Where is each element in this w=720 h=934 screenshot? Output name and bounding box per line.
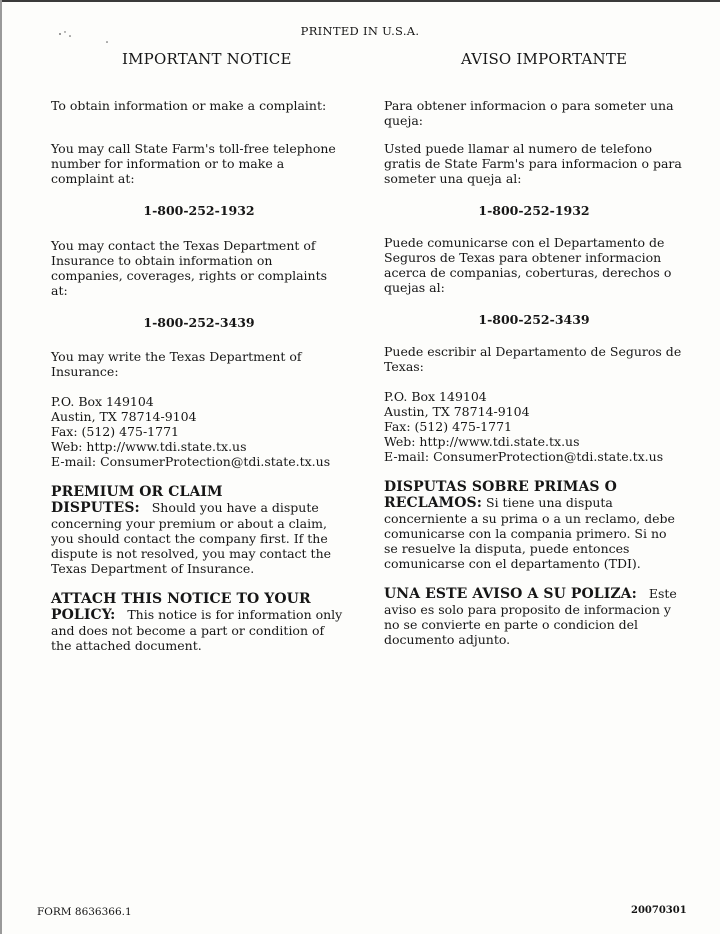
english-attach-paragraph [51,591,347,653]
top-border-line [0,0,720,2]
spanish-web: Web: http://www.tdi.state.tx.us [384,434,580,449]
printed-in-usa-label: PRINTED IN U.S.A. [300,24,420,38]
date-code: 20070301 [631,905,687,916]
spanish-contact-text: Puede comunicarse con el Departamento de Seguros de Texas para obtener informacion acerca de companias, coberturas, derechos o quejas al: [384,235,672,295]
english-fax: Fax: (512) 475-1771 [51,424,179,439]
spanish-fax: Fax: (512) 475-1771 [384,419,512,434]
english-column [51,52,347,653]
spanish-attach-paragraph [384,586,684,647]
spanish-phone-state-farm: 1-800-252-1932 [478,203,590,218]
spanish-call-text: Usted puede llamar al numero de telefono gratis de State Farm's para informacion o para someter una queja al: [384,141,682,186]
spanish-phone-tdi: 1-800-252-3439 [478,312,590,327]
spanish-attach-heading: UNA ESTE AVISO A SU POLIZA: [384,586,637,602]
spanish-city: Austin, TX 78714-9104 [384,404,530,419]
spanish-attach-text: Este aviso es solo para proposito de informacion y no se convierte en parte o condicion del documento adjunto. [384,586,677,647]
english-address-block [51,394,347,469]
english-disputes-heading: PREMIUM OR CLAIM DISPUTES: [51,484,223,516]
spanish-po-box: P.O. Box 149104 [384,389,487,404]
spanish-disputes-heading: DISPUTAS SOBRE PRIMAS O RECLAMOS: [384,479,617,511]
spanish-title: AVISO IMPORTANTE [461,50,628,68]
english-call-text: You may call State Farm's toll-free telephone number for information or to make a complaint at: [51,141,336,186]
spanish-address-block [384,389,684,464]
spanish-intro: Para obtener informacion o para someter una queja: [384,98,674,128]
spanish-disputes-text: Si tiene una disputa concerniente a su prima o a un reclamo, debe comunicarse con la compania primero. Si no se resuelve la disputa, puede entonces comunicarse con el departamento (TDI). [384,495,675,571]
spanish-write-text: Puede escribir al Departamento de Seguros de Texas: [384,344,682,374]
english-title: IMPORTANT NOTICE [122,50,292,68]
english-po-box: P.O. Box 149104 [51,394,154,409]
spanish-disputes-paragraph [384,479,684,571]
english-attach-text: This notice is for information only and does not become a part or condition of the attached document. [51,607,343,653]
left-edge-line [0,0,2,934]
english-phone-state-farm: 1-800-252-1932 [143,203,255,218]
english-intro: To obtain information or make a complaint: [51,98,327,113]
english-web: Web: http://www.tdi.state.tx.us [51,439,247,454]
english-city: Austin, TX 78714-9104 [51,409,197,424]
spanish-column [384,52,684,647]
english-write-text: You may write the Texas Department of Insurance: [51,349,302,379]
english-attach-heading: ATTACH THIS NOTICE TO YOUR POLICY: [51,591,311,623]
english-disputes-text: Should you have a dispute concerning your premium or about a claim, you should contact the company first. If the dispute is not resolved, you may contact the Texas Department of Insurance. [51,500,332,576]
english-email: E-mail: ConsumerProtection@tdi.state.tx.us [51,454,331,469]
english-phone-tdi: 1-800-252-3439 [143,315,255,330]
english-contact-text: You may contact the Texas Department of Insurance to obtain information on companies, coverages, rights or complaints at: [51,238,328,298]
form-number: FORM 8636366.1 [37,906,132,918]
spanish-email: E-mail: ConsumerProtection@tdi.state.tx.us [384,449,664,464]
english-disputes-paragraph [51,484,347,576]
